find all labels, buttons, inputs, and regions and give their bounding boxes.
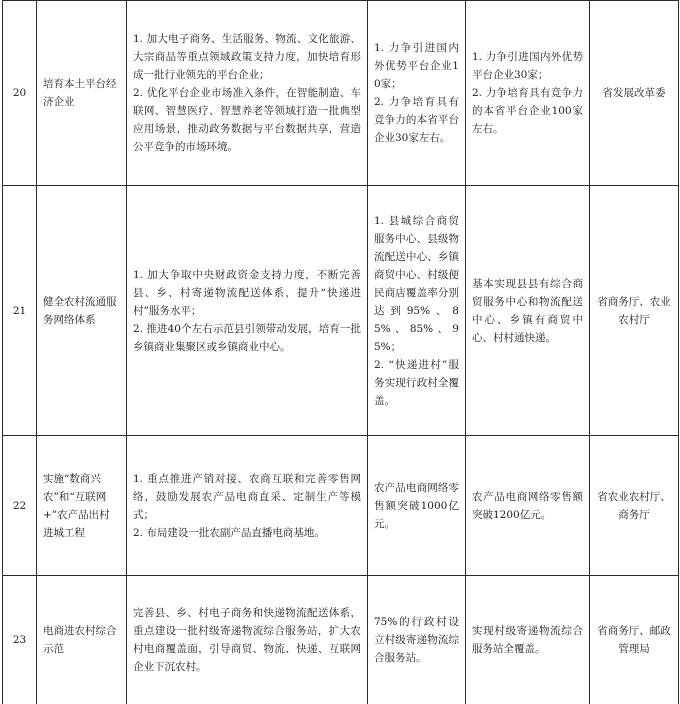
measure-item: 1. 加大争取中央财政资金支持力度，不断完善县、乡、村寄递物流配送体系，提升“快递进村”服务水平； bbox=[133, 268, 361, 317]
measure-item: 1. 重点推进产销对接、农商互联和完善零售网络，鼓励发展农产品电商直采、定制生产等模式； bbox=[133, 472, 361, 521]
target-item: 基本实现县县有综合商贸服务中心和物流配送中心、乡镇有商贸中心、村村通快递。 bbox=[472, 277, 583, 344]
table-row bbox=[3, 1, 679, 186]
measures-cell bbox=[127, 186, 368, 436]
measure-item: 2. 布局建设一批农副产品直播电商基地。 bbox=[133, 526, 325, 539]
table-row bbox=[3, 186, 679, 436]
table-row bbox=[3, 436, 679, 576]
measures-cell bbox=[127, 576, 368, 704]
measure-item: 完善县、乡、村电子商务和快递物流配送体系，重点建设一批村级寄递物流综合服务站，扩大农村电商覆盖面，引导商贸、物流、快递、互联网企业下沉农村。 bbox=[133, 607, 361, 673]
measures-cell bbox=[127, 436, 368, 576]
target-2025-cell bbox=[466, 1, 590, 186]
target-item: 农产品电商网络零售额突破1200亿元。 bbox=[472, 490, 583, 521]
measures-table bbox=[2, 0, 679, 704]
measure-item: 2. 推进40个左右示范县引领带动发展，培育一批乡镇商业集聚区或乡镇商业中心。 bbox=[133, 322, 361, 353]
row-number: 23 bbox=[3, 576, 37, 704]
target-item: 1. 县城综合商贸服务中心、县级物流配送中心、乡镇商贸中心、村级便民商店覆盖率分别达到95%、85%、85%、95%； bbox=[374, 214, 459, 353]
measure-item: 2. 优化平台企业市场准入条件，在智能制造、车联网、智慧医疗、智慧养老等领域打造一批典型应用场景，推动政务数据与平台数据共享，营造公平竞争的市场环境。 bbox=[133, 87, 361, 153]
target-item: 农产品电商网络零售额突破1000亿元。 bbox=[374, 481, 459, 530]
task-name: 培育本土平台经济企业 bbox=[37, 1, 127, 186]
measures-cell bbox=[127, 1, 368, 186]
row-number: 20 bbox=[3, 1, 37, 186]
target-item: 1. 力争引进国内外优势平台企业10家； bbox=[374, 42, 459, 90]
responsible-dept: 省发展改革委 bbox=[590, 1, 679, 186]
target-item: 1. 力争引进国内外优势平台企业30家； bbox=[472, 51, 583, 81]
target-2024-cell bbox=[368, 576, 466, 704]
task-name: 健全农村流通服务网络体系 bbox=[37, 186, 127, 436]
target-2025-cell bbox=[466, 436, 590, 576]
target-item: 75%的行政村设立村级寄递物流综合服务站。 bbox=[374, 616, 459, 664]
target-2025-cell bbox=[466, 186, 590, 436]
target-item: 2. “快递进村”服务实现行政村全覆盖。 bbox=[374, 358, 459, 407]
responsible-dept: 省农业农村厅、商务厅 bbox=[590, 436, 679, 576]
responsible-dept: 省商务厅、农业农村厅 bbox=[590, 186, 679, 436]
target-2024-cell bbox=[368, 1, 466, 186]
target-item: 实现村级寄递物流综合服务站全覆盖。 bbox=[472, 625, 583, 655]
target-2025-cell bbox=[466, 576, 590, 704]
target-2024-cell bbox=[368, 186, 466, 436]
table-row bbox=[3, 576, 679, 704]
responsible-dept: 省商务厅、邮政管理局 bbox=[590, 576, 679, 704]
task-name: 实施“数商兴农”和“互联网+”农产品出村进城工程 bbox=[37, 436, 127, 576]
target-item: 2. 力争培育具有竞争力的本省平台企业100家左右。 bbox=[472, 87, 583, 135]
target-item: 2. 力争培育具有竞争力的本省平台企业30家左右。 bbox=[374, 96, 459, 144]
row-number: 22 bbox=[3, 436, 37, 576]
measure-item: 1. 加大电子商务、生活服务、物流、文化旅游、大宗商品等重点领域政策支持力度，加快培育形成一批行业领先的平台企业； bbox=[133, 33, 361, 81]
row-number: 21 bbox=[3, 186, 37, 436]
task-name: 电商进农村综合示范 bbox=[37, 576, 127, 704]
target-2024-cell bbox=[368, 436, 466, 576]
